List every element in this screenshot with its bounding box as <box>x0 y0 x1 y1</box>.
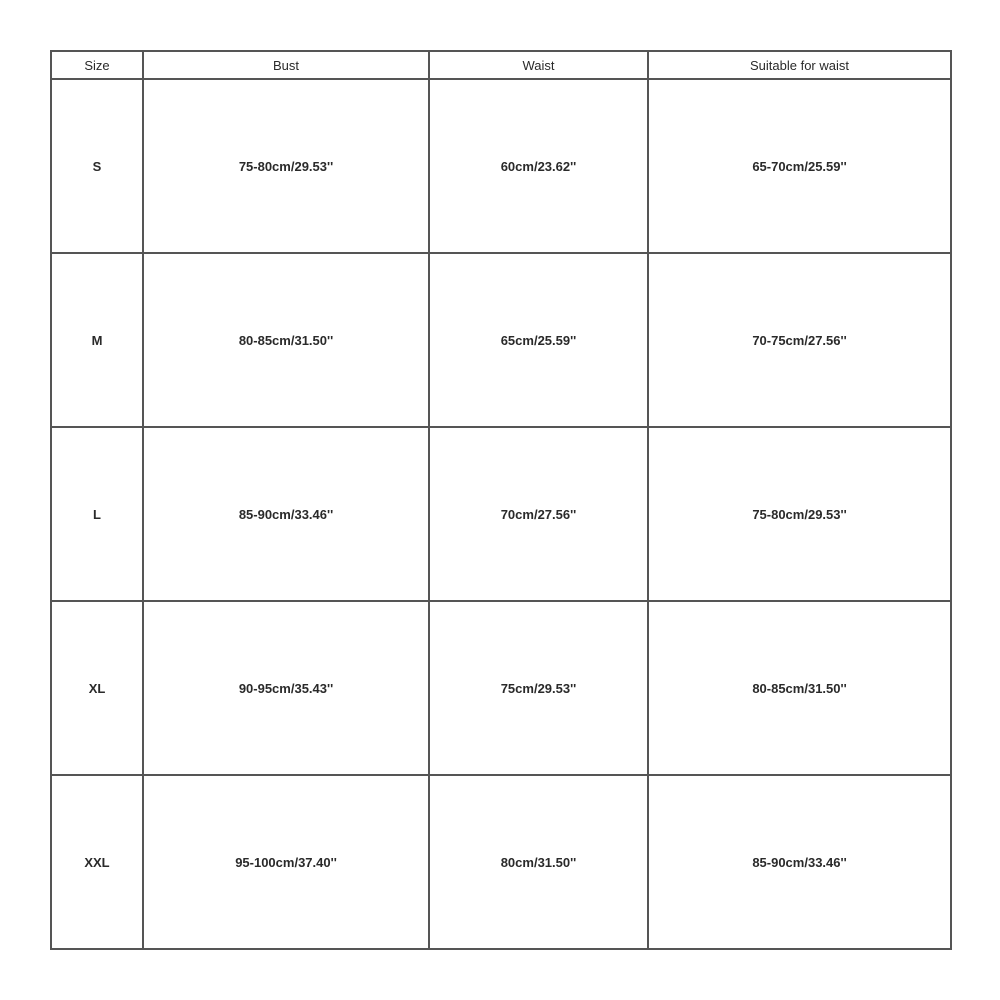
header-bust: Bust <box>143 51 429 79</box>
cell-suitable-for-waist: 85-90cm/33.46'' <box>648 775 951 949</box>
header-waist: Waist <box>429 51 648 79</box>
cell-size: L <box>51 427 143 601</box>
cell-size: XL <box>51 601 143 775</box>
cell-waist: 70cm/27.56'' <box>429 427 648 601</box>
header-suitable-for-waist: Suitable for waist <box>648 51 951 79</box>
cell-suitable-for-waist: 70-75cm/27.56'' <box>648 253 951 427</box>
cell-suitable-for-waist: 75-80cm/29.53'' <box>648 427 951 601</box>
table-row <box>51 253 951 427</box>
table-row <box>51 775 951 949</box>
table-row <box>51 427 951 601</box>
header-size: Size <box>51 51 143 79</box>
cell-waist: 80cm/31.50'' <box>429 775 648 949</box>
size-table <box>50 50 952 950</box>
cell-size: M <box>51 253 143 427</box>
cell-waist: 60cm/23.62'' <box>429 79 648 253</box>
cell-size: XXL <box>51 775 143 949</box>
cell-bust: 85-90cm/33.46'' <box>143 427 429 601</box>
cell-bust: 80-85cm/31.50'' <box>143 253 429 427</box>
size-chart <box>50 50 950 950</box>
cell-waist: 75cm/29.53'' <box>429 601 648 775</box>
cell-size: S <box>51 79 143 253</box>
cell-waist: 65cm/25.59'' <box>429 253 648 427</box>
cell-suitable-for-waist: 65-70cm/25.59'' <box>648 79 951 253</box>
table-row <box>51 79 951 253</box>
table-row <box>51 601 951 775</box>
cell-suitable-for-waist: 80-85cm/31.50'' <box>648 601 951 775</box>
cell-bust: 90-95cm/35.43'' <box>143 601 429 775</box>
table-header-row <box>51 51 951 79</box>
cell-bust: 95-100cm/37.40'' <box>143 775 429 949</box>
cell-bust: 75-80cm/29.53'' <box>143 79 429 253</box>
